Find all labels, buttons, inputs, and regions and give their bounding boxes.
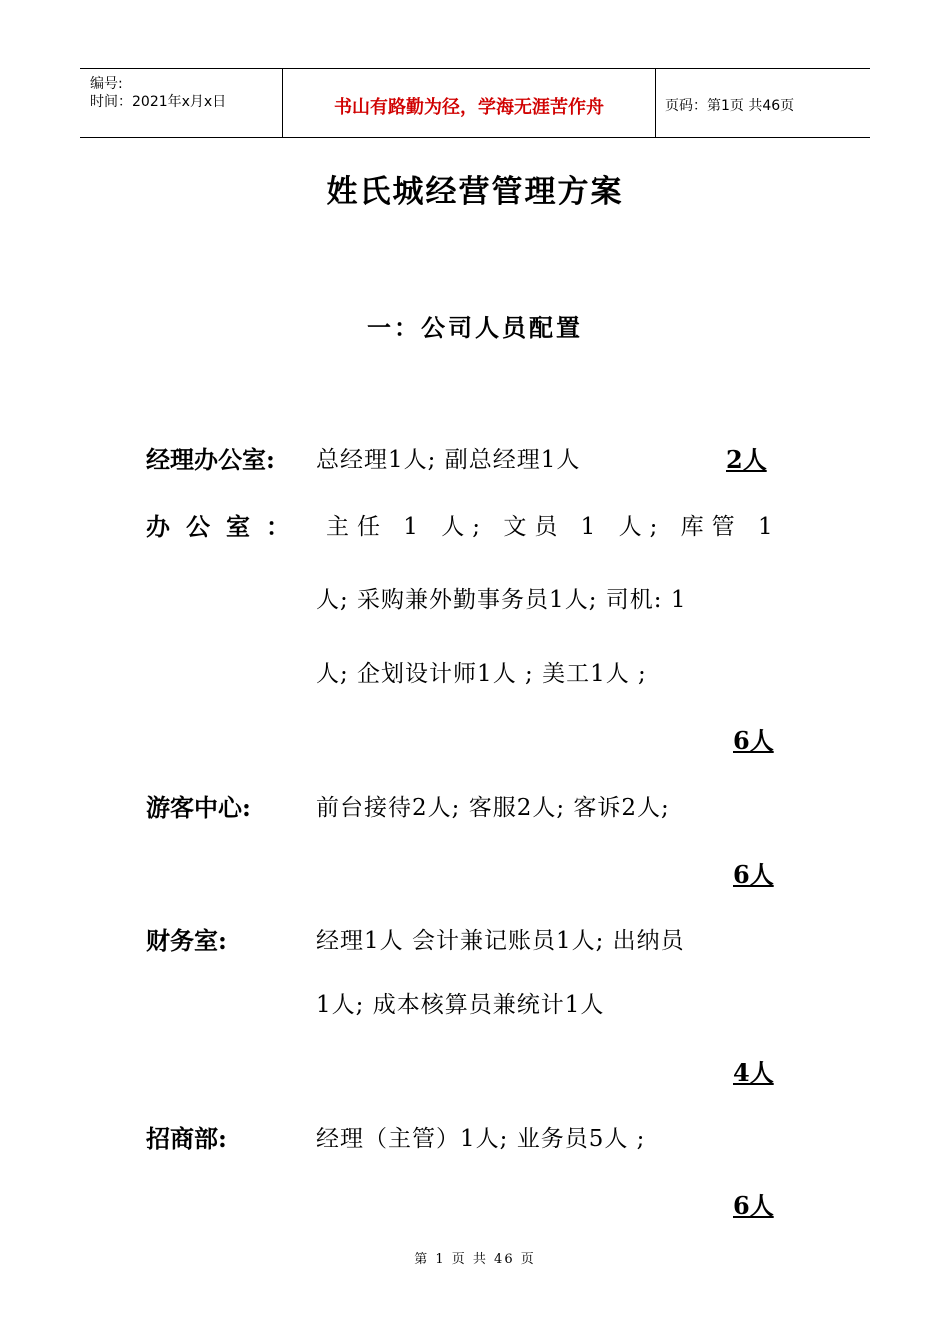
header-page-cell bbox=[655, 69, 870, 137]
department-text: 人; 企划设计师1人 ; 美工1人 ; bbox=[316, 661, 647, 687]
department-label: 招商部: bbox=[146, 1124, 227, 1153]
department-label: 财务室: bbox=[146, 926, 227, 955]
document-title: 姓氏城经营管理方案 bbox=[326, 174, 624, 210]
date-text: 时间：2021年x月x日 bbox=[90, 94, 227, 110]
department-text: 1人; 成本核算员兼统计1人 bbox=[316, 992, 605, 1018]
department-text: 前台接待2人; 客服2人; 客诉2人; bbox=[316, 795, 670, 821]
header-meta-cell bbox=[80, 69, 282, 137]
department-total: 6人 bbox=[733, 726, 774, 755]
serial-label: 编号: bbox=[90, 76, 123, 92]
department-label: 经理办公室: bbox=[146, 445, 275, 474]
page-footer: 第 1 页 共 46 页 bbox=[414, 1252, 536, 1267]
department-label: 办公室： bbox=[146, 512, 306, 541]
department-text: 主任 1 人; 文员 1 人; 库管 1 bbox=[326, 514, 781, 540]
department-total: 4人 bbox=[733, 1058, 774, 1087]
department-text: 经理（主管）1人; 业务员5人 ; bbox=[316, 1126, 646, 1152]
department-total: 6人 bbox=[733, 1191, 774, 1220]
department-label: 游客中心: bbox=[146, 793, 251, 822]
page-header bbox=[80, 68, 870, 138]
header-motto-cell bbox=[282, 69, 656, 137]
department-text: 人; 采购兼外勤事务员1人; 司机: 1 bbox=[316, 587, 687, 613]
department-text: 经理1人 会计兼记账员1人; 出纳员 bbox=[316, 928, 685, 954]
department-total: 2人 bbox=[726, 445, 767, 474]
page-number-text: 页码：第1页 共46页 bbox=[665, 98, 795, 114]
department-text: 总经理1人; 副总经理1人 bbox=[316, 447, 581, 473]
department-total: 6人 bbox=[733, 860, 774, 889]
section-heading: 一：公司人员配置 bbox=[367, 313, 583, 342]
motto-text: 书山有路勤为径，学海无涯苦作舟 bbox=[334, 97, 604, 118]
